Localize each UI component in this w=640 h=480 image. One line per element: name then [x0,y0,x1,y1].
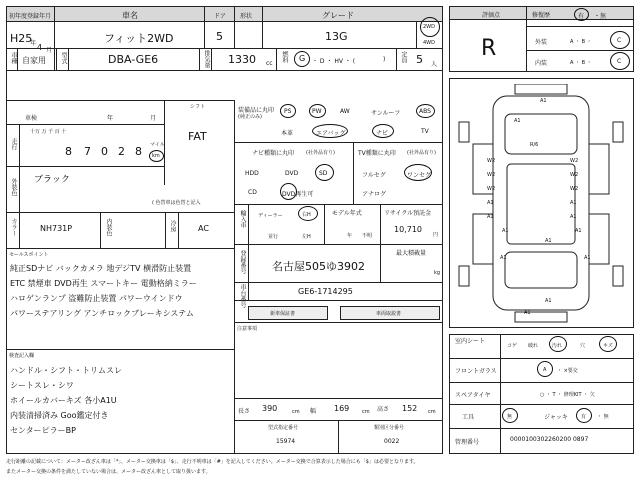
seat-item-4: 穴 [580,343,586,349]
int-label: 内装 [535,60,548,67]
seat-item-5: キズ [603,343,613,349]
tv-fullseg: フルセグ [362,172,386,179]
ext-label: 外装 [535,39,548,46]
fuel-close: ) [383,56,386,63]
model-year-year: 年 [347,233,353,239]
spare-items: ○ ・ T ・ 修理KIT ・ 欠 [540,392,595,398]
class-label: 類別区分番号 [374,425,405,431]
inspector-line-5: センターピラーBP [10,426,76,435]
model-year-label: モデル年式 [332,210,362,217]
mark-2: A1 [514,118,521,124]
mark-13: A1 [500,255,507,261]
glass-value: A [543,367,547,373]
rule [449,428,634,429]
int-grades: A ・ B ・ [570,60,592,66]
glass-extra: ・ ×要交 [557,368,578,374]
colorcode-label: カラー [10,218,17,236]
spare-label: スペアタイヤ [455,392,491,399]
rule [6,48,443,49]
equip-airbag: エアバッグ [316,130,346,137]
selling-line-3: ハロゲンランプ 盗難防止装置 パワーウインドウ [10,294,183,303]
length-unit: cm [292,409,300,415]
equip-tv: TV [421,128,429,135]
width-label: 幅 [310,408,317,415]
rule [234,204,443,205]
div [178,212,179,248]
ext-selected: C [617,37,622,44]
inspector-line-3: ホイールカバーキズ 各小A1U [10,396,117,405]
tv-analog: アナログ [362,191,387,198]
reg-label: 初年度登録年月 [9,13,52,20]
inspect-month: 月 [150,115,157,122]
tv-sub: (社外品有り) [407,150,436,156]
seat-item-3: 汚れ [552,343,563,349]
rule [234,300,443,301]
rule [449,404,634,405]
repair-label: 修復歴 [532,12,551,19]
mark-4: W2 [570,158,579,164]
import-rh: 右H [302,212,311,218]
disp-label: 排気量 [203,50,210,68]
inspector-line-2: シートスレ・シワ [10,381,74,390]
notes-label: 注意事項 [237,326,258,332]
mark-15: A1 [545,238,552,244]
equip-sunroof: サンルーフ [371,110,401,117]
width-value: 169 [334,404,350,413]
doors-value: 5 [216,30,223,43]
jack-extra: ・ 無 [597,414,609,420]
aircon-value: AC [198,224,209,233]
div [56,48,57,70]
class-value: 0022 [384,438,400,445]
warranty-label: 新車保証書 [270,311,296,317]
tv-oneseg: ワンセグ [407,172,432,179]
shift-label: シフト [190,104,206,110]
div [324,204,325,244]
color-note: ( 色替車は色替と記入 [152,200,201,206]
mgmt-label: 管理番号 [455,439,480,446]
repair-no: ・無 [594,13,607,20]
equip-navi: ナビ [376,130,389,137]
equip-abs: ABS [419,108,431,115]
mileage-digit-3: 0 [101,145,108,158]
unit-km: km [152,153,160,159]
rule [449,382,634,383]
inspect-year: 年 [107,115,114,122]
selling-label: セールスポイント [9,252,49,258]
div [19,212,20,248]
max-load-label: 最大積載量 [396,250,427,257]
div [353,142,354,204]
car-outline-icon [455,84,627,324]
navi-dvdplay: DVD再生可 [282,191,314,198]
reg-year: H25 [10,32,33,45]
use-value: 自家用 [22,56,46,65]
div [19,124,20,166]
div [338,420,339,454]
import-dealer: ディーラー [258,213,283,219]
div [248,244,249,300]
grade-value: 13G [325,30,348,43]
div [17,48,18,70]
div [234,248,235,454]
height-value: 152 [402,404,418,413]
equip-label: 装備品に丸印 [238,107,275,114]
mark-7: W2 [487,186,496,192]
month-unit: 月 [46,47,53,54]
equip-sub: (純正のみ) [238,114,262,120]
length-label: 長さ [238,408,251,415]
tv-label: TV種類に丸印 [358,150,396,157]
div [211,48,212,70]
fuel-g: G [299,54,306,63]
tools-value: 無 [507,414,513,420]
aircon-label: 冷房 [169,220,176,232]
grade-label: グレード [322,11,354,20]
rule [526,50,634,51]
equip-leather: 本革 [281,130,294,137]
model-cert-value: 15974 [276,438,296,445]
mark-18: A1 [545,298,552,304]
mark-17: A1 [575,228,582,234]
door-label: ドア [214,13,226,20]
model-label: 車名 [122,11,138,20]
rule [6,166,164,167]
navi-sub: (社外品有り) [306,150,335,156]
import-parallel: 並行 [268,234,279,240]
import-label: 輸入車 [239,210,246,228]
navi-hdd: HDD [245,170,259,177]
div [248,204,249,244]
div [500,334,501,454]
model-cert-label: 型式指定番号 [268,425,299,431]
length-value: 390 [262,404,278,413]
jack-value: 有 [581,414,587,420]
div [204,6,205,48]
div [234,6,235,48]
rule [234,244,443,245]
mark-11: A1 [487,214,494,220]
mark-1: A1 [540,98,547,104]
manual-label: 車両取説書 [376,311,402,317]
cap-label: 定員 [400,51,407,63]
recycle-label: リサイクル預託金 [384,210,432,217]
glass-label: フロントガラス [455,368,497,375]
mark-12: A1 [570,214,577,220]
model-value: フィット2WD [104,32,174,45]
div [234,100,235,248]
selling-line-4: パワーステアリング アンチロックブレーキシステム [10,309,194,318]
mark-5: W2 [487,172,496,178]
use-label: 車種 [10,52,17,64]
repair-yes: 有 [578,13,585,20]
footer-line-1: 走行距離の記載について：メーター改ざん車は「*」、メーター交換車は「$」、走行不明車は「#」を記入してください。メーター交換で合算表示した場合にも「$」は必要となります。 [6,459,419,465]
rule [6,100,234,101]
rule [6,124,164,125]
seat-item-2: 破れ [528,343,539,349]
interior-label: 内装色 [105,218,112,236]
mileage-digit-2: 7 [84,145,91,158]
div [262,6,263,48]
seat-label: 室内シート [455,338,486,345]
mileage-digit-5: 8 [135,145,142,158]
disp-unit: cc [266,60,273,67]
reg-month: 4 [37,43,43,52]
rule [526,26,634,27]
drive-2wd: 2WD [423,24,435,30]
mark-9: A1 [487,200,494,206]
equip-aw: AW [340,108,350,115]
plate-value: 名古屋505ゆ3902 [272,260,365,273]
navi-dvd: DVD [285,170,299,177]
div [416,22,417,48]
shift-value: FAT [188,130,207,143]
rule [234,322,443,323]
digit-headers: 十万 万 千 百 十 [30,129,67,135]
model-year-unknown: 不明 [362,233,373,239]
jack-label: ジャッキ [544,414,568,421]
shape-label: 形状 [240,13,253,20]
mgmt-value: 0000100302260200 0897 [510,436,589,443]
recycle-unit: 円 [433,232,439,238]
navi-cd: CD [248,189,257,196]
cap-value: 5 [416,53,423,66]
div [276,48,277,70]
cap-unit: 人 [431,61,438,68]
mark-19: A1 [524,310,531,316]
color-value: ブラック [34,175,70,185]
rule [234,142,443,143]
plate-label: 登録番号 [239,250,246,274]
mileage-digit-1: 8 [65,145,72,158]
mark-3: W2 [487,158,496,164]
ext-grades: A ・ B ・ [570,39,592,45]
rule [234,398,443,399]
rule [6,70,443,71]
rule [6,212,234,213]
vin-value: GE6-1714295 [298,287,353,296]
width-unit: cm [362,409,370,415]
seat-item-1: コゲ [507,343,518,349]
max-load-unit: kg [434,270,441,276]
mark-6: W2 [570,172,579,178]
mark-20: R/6 [530,142,539,148]
mark-10: A1 [570,200,577,206]
vin-label: 車台番号 [239,284,246,308]
score-value: R [481,36,497,61]
navi-sd: SD [319,170,328,177]
fuel-rest: ・ D ・ HV ・ ( [312,58,356,65]
inspect-label: 車検 [25,115,38,122]
height-label: 高さ [377,406,390,413]
reg-year-unit: 年 [30,40,37,47]
div [100,212,101,248]
score-label: 評価点 [482,12,501,19]
div [199,48,200,70]
selling-line-2: ETC 禁煙車 DVD再生 スマートキー 電動格納ミラー [10,279,197,288]
div [68,48,69,70]
div [165,212,166,248]
rule [234,282,443,283]
equip-pw: PW [312,108,322,115]
fuel-label: 燃料 [281,51,288,63]
colorcode-value: NH731P [40,224,73,233]
disp-value: 1330 [228,53,256,66]
mileage-digit-4: 2 [118,145,125,158]
mark-14: A1 [584,255,591,261]
type-label: 型式 [60,52,67,64]
div [526,6,527,72]
mileage-label: 走行 [10,138,17,150]
drive-4wd: 4WD [423,40,435,46]
type-value: DBA-GE6 [108,53,159,66]
selling-line-1: 純正SDナビ バックカメラ 地デジTV 横滑防止装置 [10,264,192,273]
mark-8: W2 [570,186,579,192]
inspector-label: 検査記入欄 [9,353,35,359]
equip-ps: PS [284,108,292,115]
rule [449,358,634,359]
int-selected: C [617,58,622,65]
height-unit: cm [428,409,436,415]
footer-line-2: またメーター交換の条件を満たしていない場合は、メーター改ざん車として取り扱います。 [6,469,211,475]
tools-label: 工具 [462,414,475,421]
import-lh: 左H [302,234,311,240]
navi-label: ナビ種類に丸印 [252,150,295,157]
recycle-value: 10,710 [394,225,422,234]
inspector-line-4: 内装清掃済み Goo鑑定付き [10,411,109,420]
unit-mile: マイル [150,142,165,148]
div [19,166,20,212]
rule [6,349,234,350]
color-label: 外装色 [10,178,17,196]
div [396,48,397,70]
rule [6,248,234,249]
inspector-line-1: ハンドル・シフト・トリムスレ [10,366,122,375]
div [54,6,55,70]
div [380,204,381,282]
mark-16: A1 [502,228,509,234]
